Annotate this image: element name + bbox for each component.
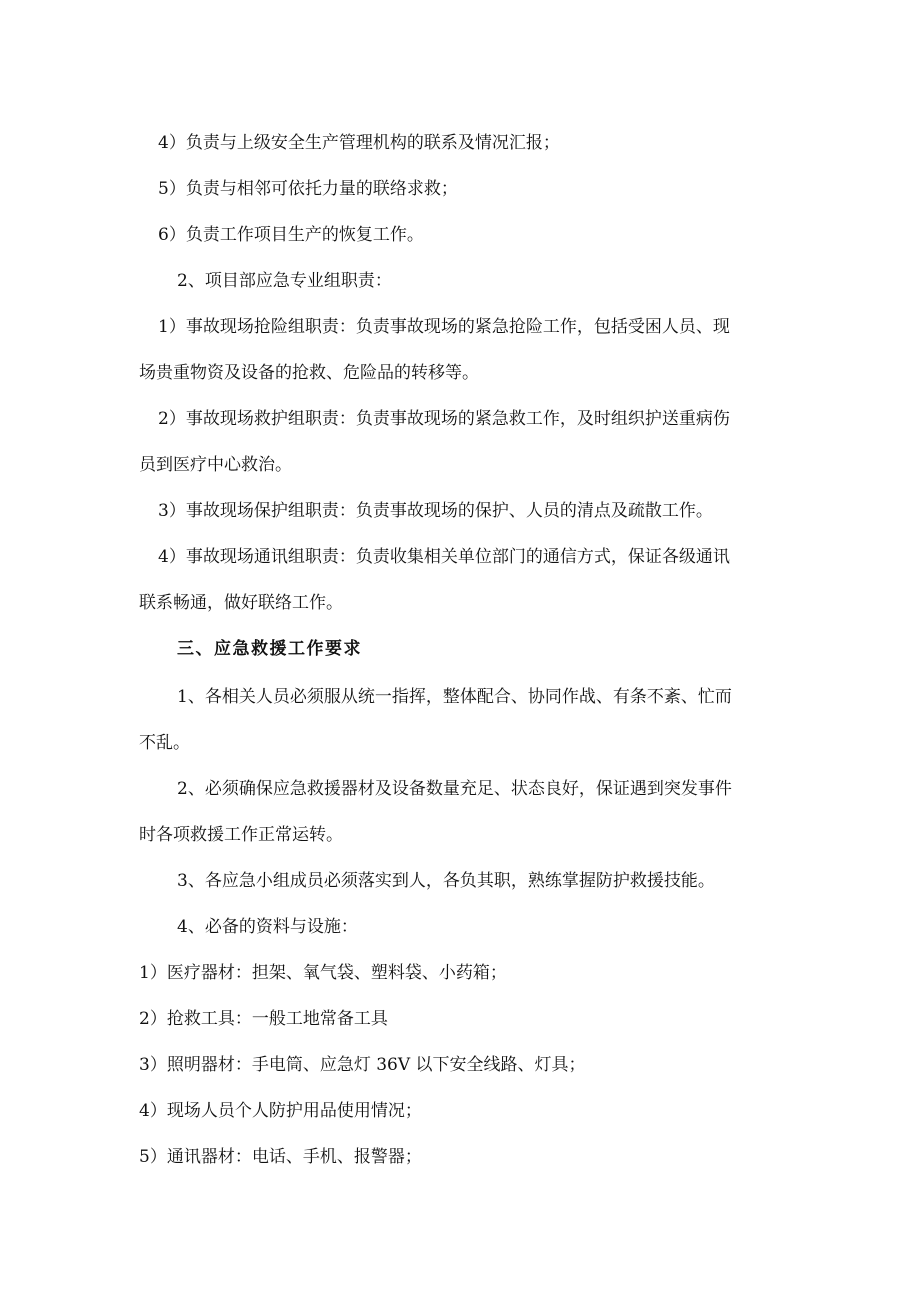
requirement-2-cont: 时各项救援工作正常运转。: [139, 825, 343, 845]
equipment-item-1: 1）医疗器材：担架、氧气袋、塑料袋、小药箱；: [139, 963, 507, 983]
duty-item-6: 6）负责工作项目生产的恢复工作。: [158, 225, 424, 245]
first-aid-group-duty: 2）事故现场救护组职责：负责事故现场的紧急救工作，及时组织护送重病伤: [158, 409, 730, 429]
equipment-item-2: 2）抢救工具：一般工地常备工具: [139, 1009, 388, 1029]
communication-group-duty: 4）事故现场通讯组职责：负责收集相关单位部门的通信方式，保证各级通讯: [158, 547, 730, 567]
communication-group-duty-cont: 联系畅通，做好联络工作。: [139, 593, 343, 613]
duty-item-4: 4）负责与上级安全生产管理机构的联系及情况汇报；: [158, 133, 560, 153]
equipment-item-5: 5）通讯器材：电话、手机、报警器；: [139, 1147, 422, 1167]
first-aid-group-duty-cont: 员到医疗中心救治。: [139, 455, 292, 475]
rescue-group-duty-cont: 场贵重物资及设备的抢救、危险品的转移等。: [139, 363, 479, 383]
requirement-1: 1、各相关人员必须服从统一指挥，整体配合、协同作战、有条不紊、忙而: [177, 687, 732, 707]
equipment-item-3: 3）照明器材：手电筒、应急灯 36V 以下安全线路、灯具；: [139, 1055, 586, 1075]
section-2-heading: 2、项目部应急专业组职责：: [177, 271, 392, 291]
duty-item-5: 5）负责与相邻可依托力量的联络求救；: [158, 179, 458, 199]
section-3-heading: 三、应急救援工作要求: [177, 639, 362, 659]
requirement-1-cont: 不乱。: [139, 733, 190, 753]
equipment-item-4: 4）现场人员个人防护用品使用情况；: [139, 1101, 422, 1121]
rescue-group-duty: 1）事故现场抢险组职责：负责事故现场的紧急抢险工作，包括受困人员、现: [158, 317, 730, 337]
requirement-2: 2、必须确保应急救援器材及设备数量充足、状态良好，保证遇到突发事件: [177, 779, 732, 799]
requirement-4: 4、必备的资料与设施：: [177, 917, 358, 937]
protection-group-duty: 3）事故现场保护组职责：负责事故现场的保护、人员的清点及疏散工作。: [158, 501, 713, 521]
requirement-3: 3、各应急小组成员必须落实到人，各负其职，熟练掌握防护救援技能。: [177, 871, 715, 891]
